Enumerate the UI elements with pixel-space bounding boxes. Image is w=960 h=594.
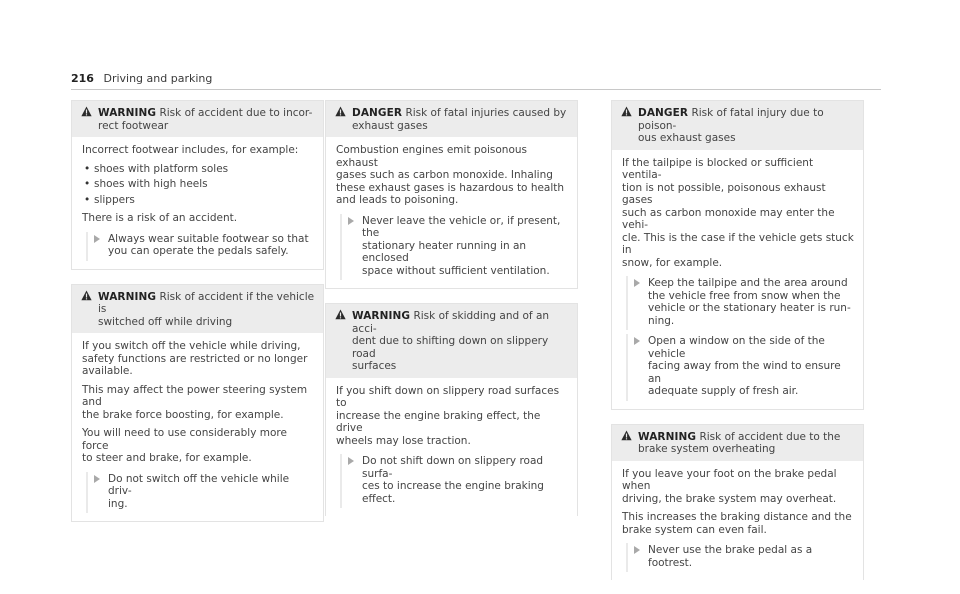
action-arrow-icon [634,279,640,287]
signal-word: DANGER [638,107,689,119]
action-step [336,455,569,505]
action-arrow-icon [94,475,100,483]
body-paragraph: This may affect the power steering system and the brake force boosting, for example. [82,383,308,421]
action-text: Never leave the vehicle or, if present, the stationary heater running in an enclosed space without sufficient ventilation. [362,214,561,277]
warning-header [612,425,863,461]
warning-headline: Risk of accident due to the brake system overheating [638,430,841,455]
page-header [71,72,212,85]
action-step [622,544,855,569]
column-3 [611,100,864,594]
section-title: Driving and parking [103,72,213,85]
warning-heading [620,431,855,456]
action-text: Open a window on the side of the vehicle facing away from the wind to ensure an adequate supply of fresh air. [648,335,841,397]
warning-headline: Risk of accident due to incor- rect footwear [98,107,313,132]
warning-header [326,101,577,137]
action-arrow-icon [634,337,640,345]
body-paragraph: If you leave your foot on the brake pedal when driving, the brake system may overheat. [622,467,837,505]
warning-header [612,101,863,150]
warning-body [612,150,863,409]
warning-body [612,461,863,581]
signal-word: DANGER [352,107,403,119]
warning-box [611,424,864,581]
warning-heading [620,107,855,145]
body-paragraph: If you shift down on slippery road surfaces to increase the engine braking effect, the drive wheels may lose traction. [336,384,560,447]
page-number: 216 [71,72,94,85]
signal-word: WARNING [98,290,157,303]
body-paragraph: This increases the braking distance and the brake system can even fail. [622,511,852,536]
warning-header [326,304,577,378]
body-paragraph: Incorrect footwear includes, for example: [82,144,299,156]
warning-box [325,100,578,289]
warning-heading [80,291,315,329]
warning-box [71,284,324,523]
body-paragraph: Combustion engines emit poisonous exhaust gases such as carbon monoxide. Inhaling these exhaust gases is hazardous to health and leads to poisoning. [336,144,565,206]
list-item: • slippers [82,194,315,207]
body-paragraph: You will need to use considerably more force to steer and brake, for example. [82,427,287,464]
action-text: Always wear suitable footwear so that you can operate the pedals safely. [108,232,309,257]
bullet-list [82,163,315,207]
action-arrow-icon [348,217,354,225]
warning-headline: Risk of accident if the vehicle is switched off while driving [98,290,315,328]
warning-body [72,333,323,521]
list-item: • shoes with platform soles [82,163,315,176]
warning-header [72,101,323,137]
action-step [622,335,855,398]
warning-heading [334,107,569,132]
action-step [82,233,315,258]
list-item: • shoes with high heels [82,178,315,191]
signal-word: WARNING [98,107,157,119]
column-2 [325,100,578,530]
body-paragraph: If the tailpipe is blocked or sufficient ventila- tion is not possible, poisonous exhaust gases such as carbon monoxide may enter the vehi- cle. This is the case if the vehicle gets stuck in snow, for example. [622,156,854,269]
action-arrow-icon [348,457,354,465]
warning-box [325,303,578,516]
body-paragraph: There is a risk of an accident. [82,212,238,224]
warning-headline: Risk of fatal injuries caused by exhaust gases [352,107,567,132]
action-arrow-icon [634,546,640,554]
signal-word: WARNING [638,430,697,443]
header-rule [71,89,881,90]
warning-headline: Risk of fatal injury due to poison- ous exhaust gases [638,107,824,144]
warning-body [326,137,577,288]
warning-headline: Risk of skidding and of an acci- dent due to shifting down on slippery road surfaces [352,310,550,372]
warning-header [72,285,323,334]
warning-body [72,137,323,269]
action-arrow-icon [94,235,100,243]
warning-body [326,378,577,517]
body-paragraph: If you switch off the vehicle while driving, safety functions are restricted or no longer available. [82,340,308,377]
action-text: Do not shift down on slippery road surfa- ces to increase the engine braking effect. [362,455,544,505]
action-text: Keep the tailpipe and the area around the vehicle free from snow when the vehicle or the stationary heater is run- ning. [648,277,851,327]
warning-box [611,100,864,410]
signal-word: WARNING [352,310,411,322]
warning-heading [334,310,569,373]
column-1 [71,100,324,536]
action-step [336,215,569,278]
action-text: Do not switch off the vehicle while driv- ing. [108,472,290,510]
action-text: Never use the brake pedal as a footrest. [648,544,813,569]
action-step [622,277,855,327]
action-step [82,473,315,511]
warning-heading [80,107,315,132]
warning-box [71,100,324,270]
